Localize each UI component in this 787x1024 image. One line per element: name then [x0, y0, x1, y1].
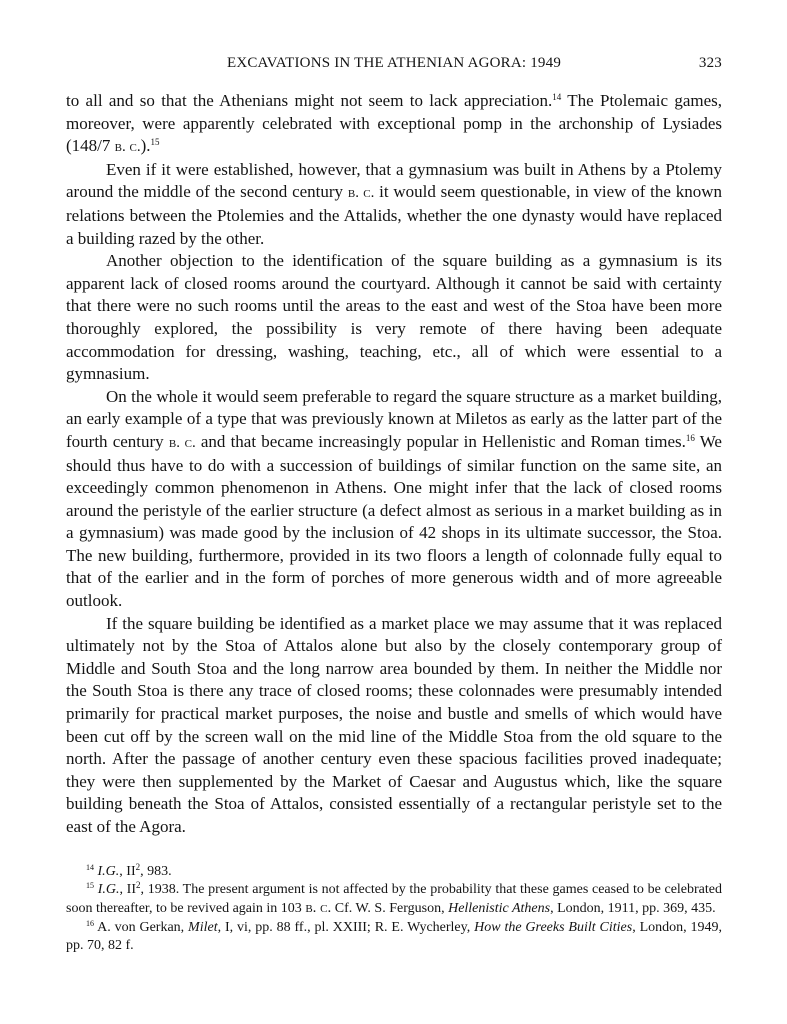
paragraph-4: [66, 386, 722, 613]
text-run: A. von Gerkan,: [94, 919, 189, 935]
superscript: 2: [136, 880, 141, 891]
running-head: [66, 55, 722, 79]
italic-title: I.G.: [97, 882, 120, 898]
small-caps-abbr: b. c.: [114, 139, 141, 156]
footnote-ref: 16: [685, 432, 695, 443]
italic-title: I.G.: [97, 864, 120, 879]
text-run: , 983.: [140, 864, 172, 879]
small-caps-abbr: b. c.: [347, 185, 375, 202]
paragraph-5: [66, 613, 722, 839]
footnotes: [66, 863, 722, 955]
text-run: Even if it were established, however, that a gymnasium was built in Athens by a Ptolemy around the middle of the second century: [66, 159, 722, 202]
paragraph-3: [66, 250, 722, 386]
footnote-16: [66, 919, 722, 955]
text-run: The Ptolemaic games, moreover, were apparently celebrated with exceptional pomp in the archonship of Lysiades (148/7: [66, 91, 722, 156]
text-run: ).: [140, 136, 151, 156]
italic-title: How the Greeks Built Cities: [474, 919, 633, 935]
small-caps-abbr: b. c.: [168, 434, 196, 451]
text-run: , I, vi, pp. 88 ff., pl. XXIII; R. E. Wycherley,: [217, 919, 475, 935]
text-run: to all and so that the Athenians might not seem to lack appreciation.: [66, 91, 553, 110]
text-run: , II: [119, 864, 136, 879]
text-run: , London, 1911, pp. 369, 435.: [550, 901, 716, 917]
text-run: and that became increasingly popular in Hellenistic and Roman times.: [195, 431, 686, 451]
italic-title: Milet: [188, 919, 218, 935]
text-run: it would seem questionable, in view of the known relations between the Ptolemies and the Attalids, whether the one dynasty would have replaced a building razed by the other.: [66, 182, 722, 248]
page-number: 323: [698, 55, 722, 71]
footnote-number: 14: [86, 863, 94, 872]
footnote-number: 16: [86, 918, 94, 928]
superscript: 2: [135, 862, 141, 872]
text-run: On the whole it would seem preferable to regard the square structure as a market building, an early example of a type that was previously known at Miletos as early as the latter part of the fourth century: [66, 386, 722, 451]
footnote-number: 15: [86, 881, 94, 891]
small-caps-abbr: b. c.: [305, 900, 332, 917]
footnote-14: [66, 863, 722, 881]
body-text: [66, 90, 722, 839]
footnote-ref: 15: [150, 137, 160, 148]
text-run: Cf. W. S. Ferguson,: [331, 901, 449, 917]
text-run: If the square building be identified as a market place we may assume that it was replaced ultimately not by the Stoa of Attalos alone but also by the closely contemporary group of Middle and South Stoa and the long narrow area bounded by them. In neither the Middle nor the South Stoa is there any trace of closed rooms; these colonnades were presumably intended primarily for practical market purposes, the noise and bustle and smells of which would have been cut off by the screen wall on the mid line of the Middle Stoa from the old square to the north. After the passage of another century even these spacious facilities proved inadequate; they were then supplemented by the Market of Caesar and Augustus which, like the square building beneath the Stoa of Attalos, consisted essentially of a rectangular peristyle set to the east of the Agora.: [66, 613, 722, 836]
running-title: EXCAVATIONS IN THE ATHENIAN AGORA: 1949: [226, 55, 562, 71]
italic-title: Hellenistic Athens: [448, 901, 551, 917]
paragraph-2: [66, 159, 722, 250]
text-run: , 1938. The present argument is not affected by the probability that these games ceased to be celebrated soon thereafter, to be revived again in 103: [66, 882, 722, 917]
text-run: Another objection to the identification of the square building as a gymnasium is its apparent lack of closed rooms around the courtyard. Although it cannot be said with certainty that there were no such rooms until the areas to the east and west of the Stoa have been more thoroughly explored, the possibility is very remote of there having been adequate accommodation for dressing, washing, teaching, etc., all of which were essential to a gymnasium.: [66, 251, 722, 384]
text-run: , II: [119, 882, 137, 898]
footnote-15: [66, 881, 722, 918]
text-run: , London, 1949, pp. 70, 82 f.: [66, 919, 723, 953]
paragraph-1: [66, 90, 722, 159]
text-run: We should thus have to do with a succession of buildings of similar function on the same site, an exceedingly common phenomenon in Athens. One might infer that the lack of closed rooms around the peristyle of the earlier structure (a defect almost as serious in a market building as in a gymnasium) was made good by the inclusion of 42 shops in its ultimate successor, the Stoa. The new building, furthermore, provided in its two floors a length of colonnade fully equal to that of the earlier and in the form of porches of more generous width and of more agreeable outlook.: [66, 431, 722, 611]
footnote-ref: 14: [552, 92, 562, 102]
